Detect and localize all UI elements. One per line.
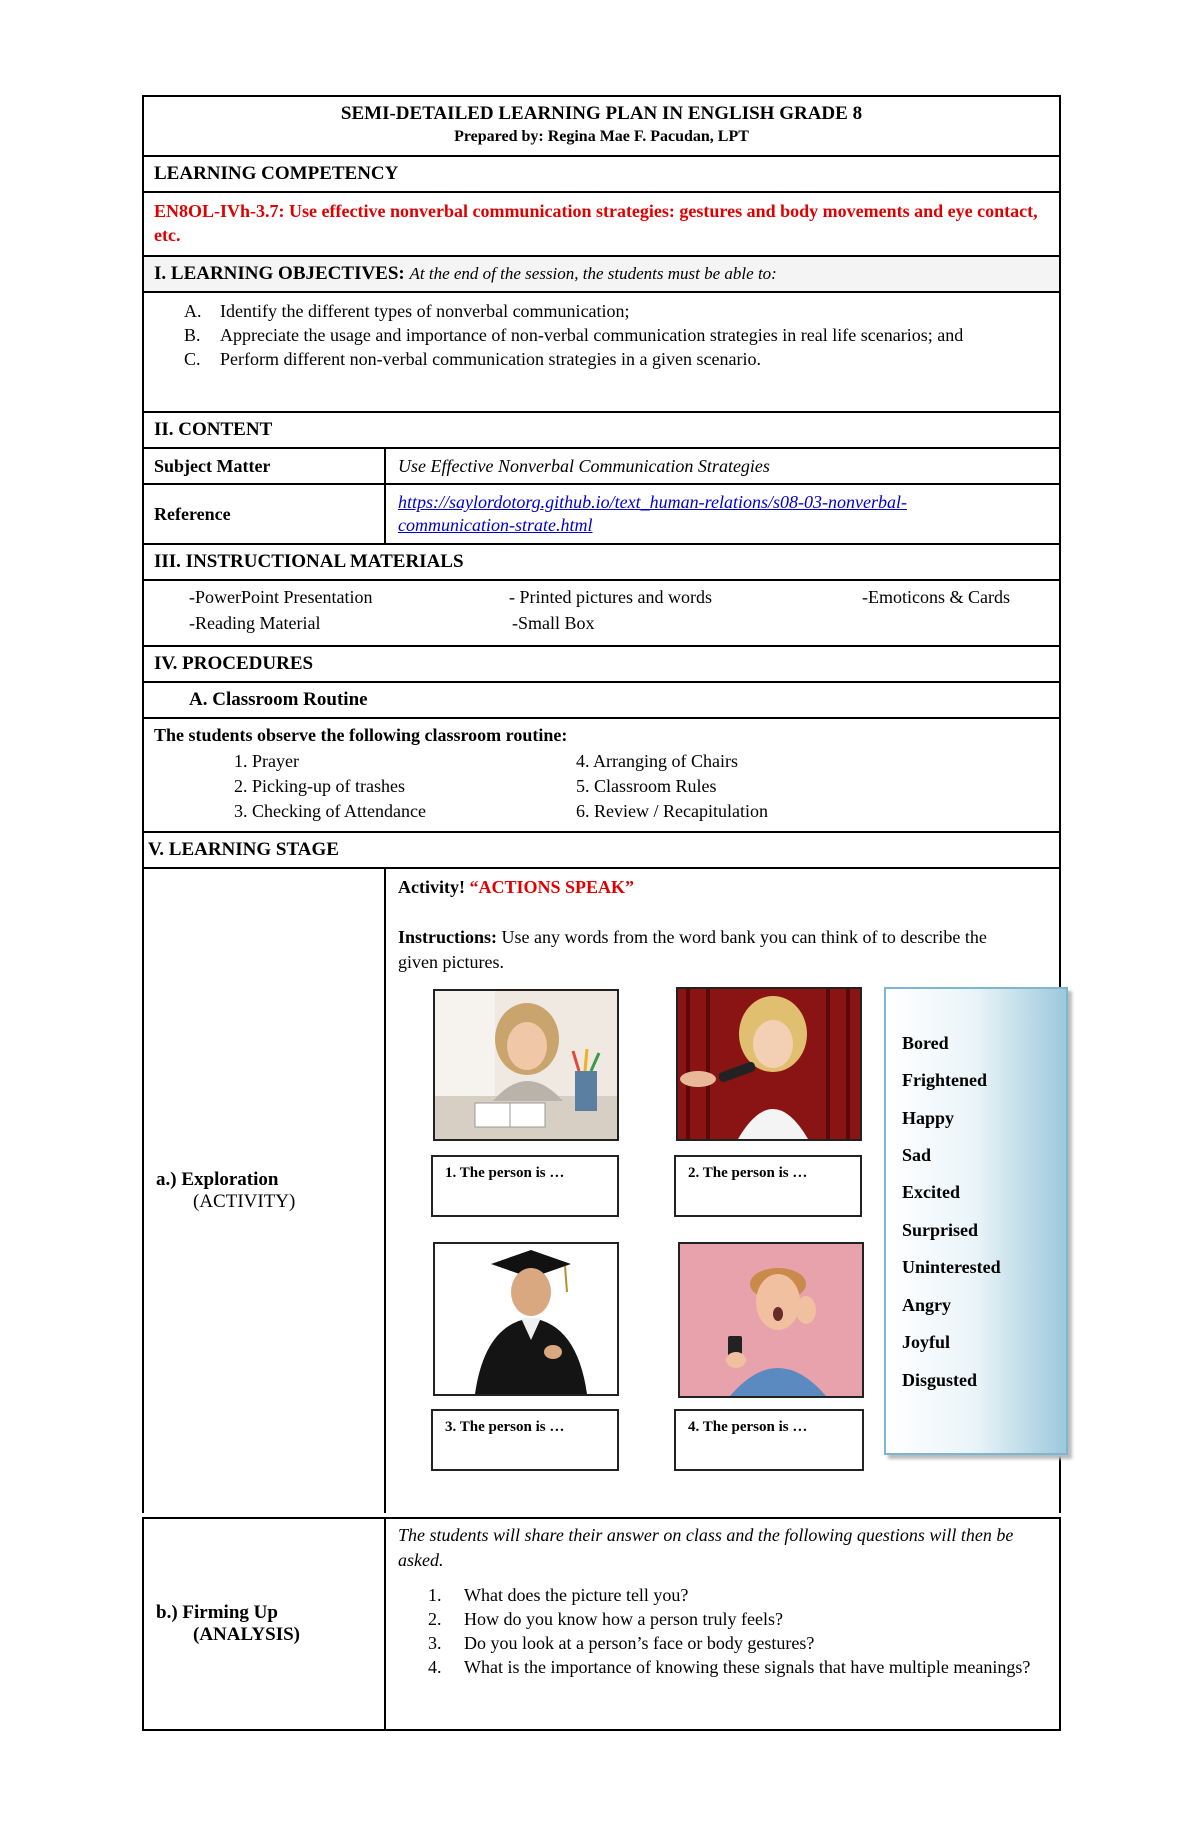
item-key: 2. [428,1609,442,1629]
reference-link-line2[interactable]: communication-strate.html [398,515,593,535]
list-item [184,323,1049,347]
activity-prefix: Activity! [398,877,465,897]
material-item: -Reading Material [189,613,321,633]
word-bank-item: Joyful [902,1332,951,1352]
word-bank-item: Surprised [902,1220,979,1240]
routine-item: 2. Picking-up of trashes [234,776,405,796]
routine-item: 5. Classroom Rules [576,776,717,796]
word-bank-item: Disgusted [902,1370,978,1390]
word-bank [884,987,1068,1455]
word-bank-item: Sad [902,1145,932,1165]
item-text: Perform different non-verbal communication strategies in a given scenario. [220,349,761,369]
item-key: 4. [428,1657,442,1677]
list-item [398,1631,1049,1655]
exploration-subtitle: (ACTIVITY) [193,1191,296,1212]
routine-block [142,717,1061,831]
routine-item: 3. Checking of Attendance [234,801,426,821]
photo-bored-girl [433,989,619,1141]
learning-stage-header: V. LEARNING STAGE [142,831,1061,867]
caption-2: 2. The person is … [674,1155,862,1217]
word-bank-item: Angry [902,1295,951,1315]
materials-header: III. INSTRUCTIONAL MATERIALS [142,543,1061,579]
list-item [184,299,1049,323]
exploration-title: a.) Exploration [156,1169,279,1190]
instructions [398,925,1009,975]
instructions-label: Instructions: [398,927,498,947]
item-text: What is the importance of knowing these signals that have multiple meanings? [464,1657,1031,1677]
caption-1: 1. The person is … [431,1155,619,1217]
reference-row [142,483,1061,543]
reference-link-line1[interactable]: https://saylordotorg.github.io/text_human-relations/s08-03-nonverbal- [398,492,907,512]
firming-up-label [144,1519,384,1729]
reference-label: Reference [154,503,231,524]
procedures-header: IV. PROCEDURES [142,645,1061,681]
list-item [398,1655,1049,1679]
item-text: What does the picture tell you? [464,1585,689,1605]
exploration-content [384,869,1059,1513]
caption-4: 4. The person is … [674,1409,864,1471]
question-list [398,1583,1049,1679]
item-text: Identify the different types of nonverbal communication; [220,301,630,321]
item-key: 3. [428,1633,442,1653]
material-item: -Emoticons & Cards [862,587,1010,607]
subject-matter-value: Use Effective Nonverbal Communication Strategies [384,449,1059,483]
item-text: Do you look at a person’s face or body gestures? [464,1633,815,1653]
material-item: - Printed pictures and words [509,587,712,607]
firming-up-row [142,1517,1061,1731]
subject-matter-label: Subject Matter [154,455,271,476]
exploration-label [144,869,384,1513]
item-key: C. [184,349,201,369]
word-bank-item: Frightened [902,1070,987,1090]
learning-plan-document [142,95,1061,1731]
routine-intro: The students observe the following classroom routine: [154,725,568,745]
routine-item: 6. Review / Recapitulation [576,801,768,821]
objectives-header [142,255,1061,291]
document-header [142,95,1061,155]
word-bank-item: Uninterested [902,1257,1001,1277]
routine-item: 1. Prayer [234,751,299,771]
photo-happy-graduate [433,1242,619,1396]
list-item [398,1583,1049,1607]
objectives-intro: At the end of the session, the students must be able to: [409,264,777,283]
word-bank-item: Bored [902,1033,949,1053]
competency-text: EN8OL-IVh-3.7: Use effective nonverbal communication strategies: gestures and body movements and eye contact, etc. [142,191,1061,255]
item-text: Appreciate the usage and importance of non-verbal communication strategies in real life scenarios; and [220,325,964,345]
activity-name: “ACTIONS SPEAK” [469,877,635,897]
document-title: SEMI-DETAILED LEARNING PLAN IN ENGLISH GRADE 8 [340,103,863,124]
objectives-list [142,291,1061,411]
content-header: II. CONTENT [142,411,1061,447]
subject-matter-row [142,447,1061,483]
item-key: A. [184,301,202,321]
routine-item: 4. Arranging of Chairs [576,751,738,771]
activity-title [398,877,634,898]
materials-list [142,579,1061,645]
item-text: How do you know how a person truly feels? [464,1609,783,1629]
instructions-text: Use any words from the word bank you can think of to describe the given pictures. [398,927,987,972]
routine-heading: A. Classroom Routine [142,681,1061,717]
list-item [184,347,1049,371]
word-bank-item: Excited [902,1182,960,1202]
firming-up-subtitle: (ANALYSIS) [193,1624,300,1645]
reference-link[interactable] [384,485,1059,543]
prepared-by: Prepared by: Regina Mae F. Pacudan, LPT [454,128,749,145]
item-key: 1. [428,1585,442,1605]
material-item: -PowerPoint Presentation [189,587,373,607]
firming-up-title: b.) Firming Up [156,1602,278,1623]
competency-header: LEARNING COMPETENCY [142,155,1061,191]
material-item: -Small Box [512,613,595,633]
objectives-label: I. LEARNING OBJECTIVES: [154,263,405,284]
item-key: B. [184,325,201,345]
word-bank-item: Happy [902,1108,955,1128]
firming-up-content [384,1519,1059,1729]
list-item [398,1607,1049,1631]
photo-frightened-girl [676,987,862,1141]
caption-3: 3. The person is … [431,1409,619,1471]
photo-surprised-man [678,1242,864,1398]
firming-up-intro: The students will share their answer on class and the following questions will then be asked. [398,1525,1014,1570]
exploration-row [142,867,1061,1513]
